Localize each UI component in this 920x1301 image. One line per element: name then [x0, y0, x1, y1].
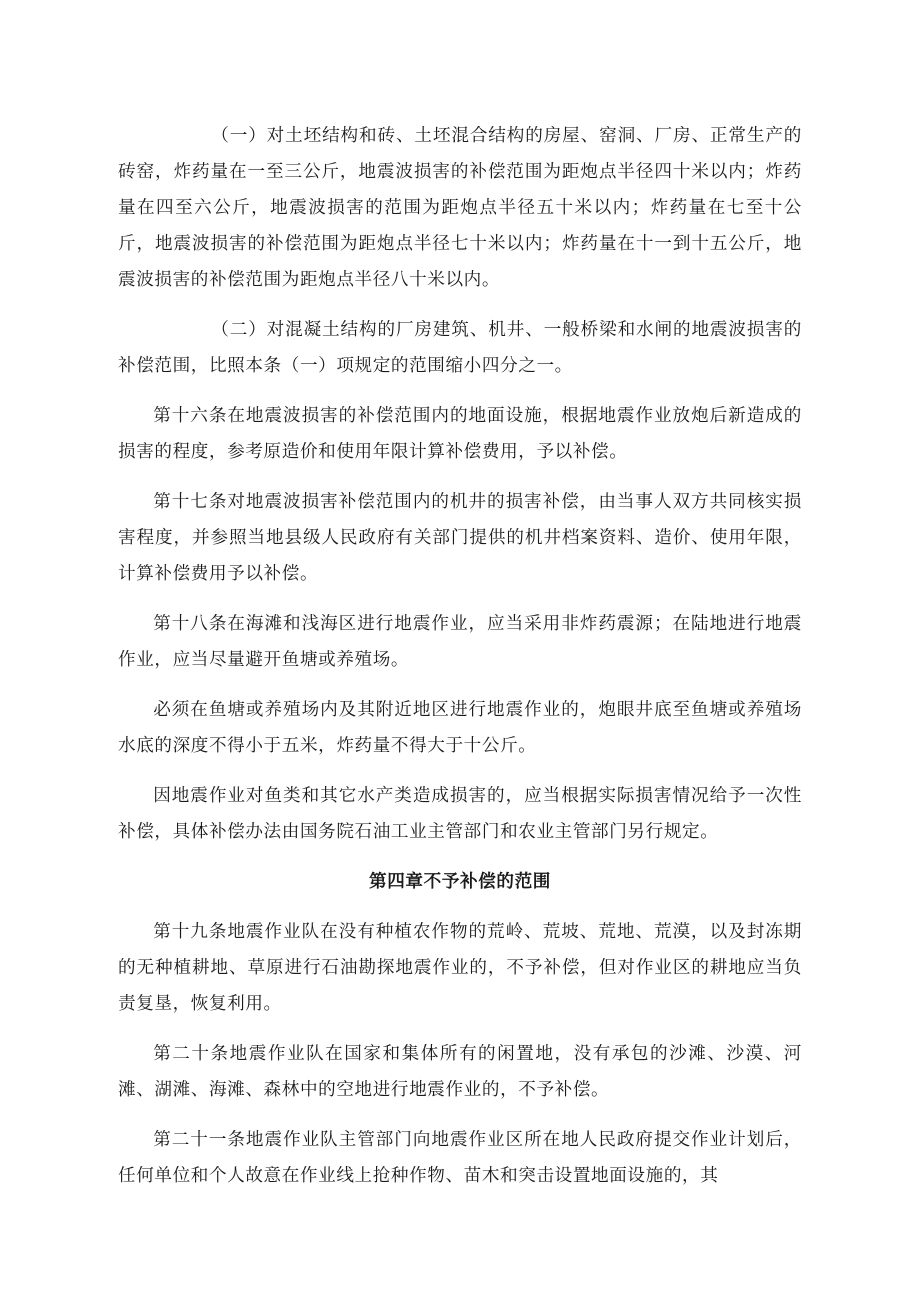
paragraph-article-20: 第二十条地震作业队在国家和集体所有的闲置地，没有承包的沙滩、沙漠、河滩、湖滩、海滩、森林中的空地进行地震作业的，不予补偿。: [118, 1044, 802, 1100]
paragraph-article-16: 第十六条在地震波损害的补偿范围内的地面设施，根据地震作业放炮后新造成的损害的程度，参考原造价和使用年限计算补偿费用，予以补偿。: [118, 406, 802, 462]
paragraph-item-2: （二）对混凝土结构的厂房建筑、机井、一般桥梁和水闸的地震波损害的补偿范围，比照本条（一）项规定的范围缩小四分之一。: [118, 320, 802, 376]
paragraph-article-17: 第十七条对地震波损害补偿范围内的机井的损害补偿，由当事人双方共同核实损害程度，并参照当地县级人民政府有关部门提供的机井档案资料、造价、使用年限，计算补偿费用予以补偿。: [118, 492, 802, 584]
paragraph-article-21: 第二十一条地震作业队主管部门向地震作业区所在地人民政府提交作业计划后，任何单位和个人故意在作业线上抢种作物、苗木和突击设置地面设施的，其: [118, 1130, 802, 1186]
paragraph-item-1: （一）对土坯结构和砖、土坯混合结构的房屋、窑洞、厂房、正常生产的砖窑，炸药量在一至三公斤，地震波损害的补偿范围为距炮点半径四十米以内；炸药量在四至六公斤，地震波损害的范围为距炮点半径五十米以内；炸药量在七至十公斤，地震波损害的补偿范围为距炮点半径七十米以内；炸药量在十一到十五公斤，地震波损害的补偿范围为距炮点半径八十米以内。: [118, 126, 802, 290]
paragraph-aquatic-compensation: 因地震作业对鱼类和其它水产类造成损害的，应当根据实际损害情况给予一次性补偿，具体补偿办法由国务院石油工业主管部门和农业主管部门另行规定。: [118, 786, 802, 842]
paragraph-fishpond-depth: 必须在鱼塘或养殖场内及其附近地区进行地震作业的，炮眼井底至鱼塘或养殖场水底的深度不得小于五米，炸药量不得大于十公斤。: [118, 700, 802, 756]
paragraph-article-19: 第十九条地震作业队在没有种植农作物的荒岭、荒坡、荒地、荒漠，以及封冻期的无种植耕地、草原进行石油勘探地震作业的，不予补偿，但对作业区的耕地应当负责复垦，恢复利用。: [118, 922, 802, 1014]
chapter-heading: 第四章不予补偿的范围: [369, 871, 551, 892]
document-page: [118, 118, 802, 1194]
paragraph-article-18: 第十八条在海滩和浅海区进行地震作业，应当采用非炸药震源；在陆地进行地震作业，应当尽量避开鱼塘或养殖场。: [118, 614, 802, 670]
